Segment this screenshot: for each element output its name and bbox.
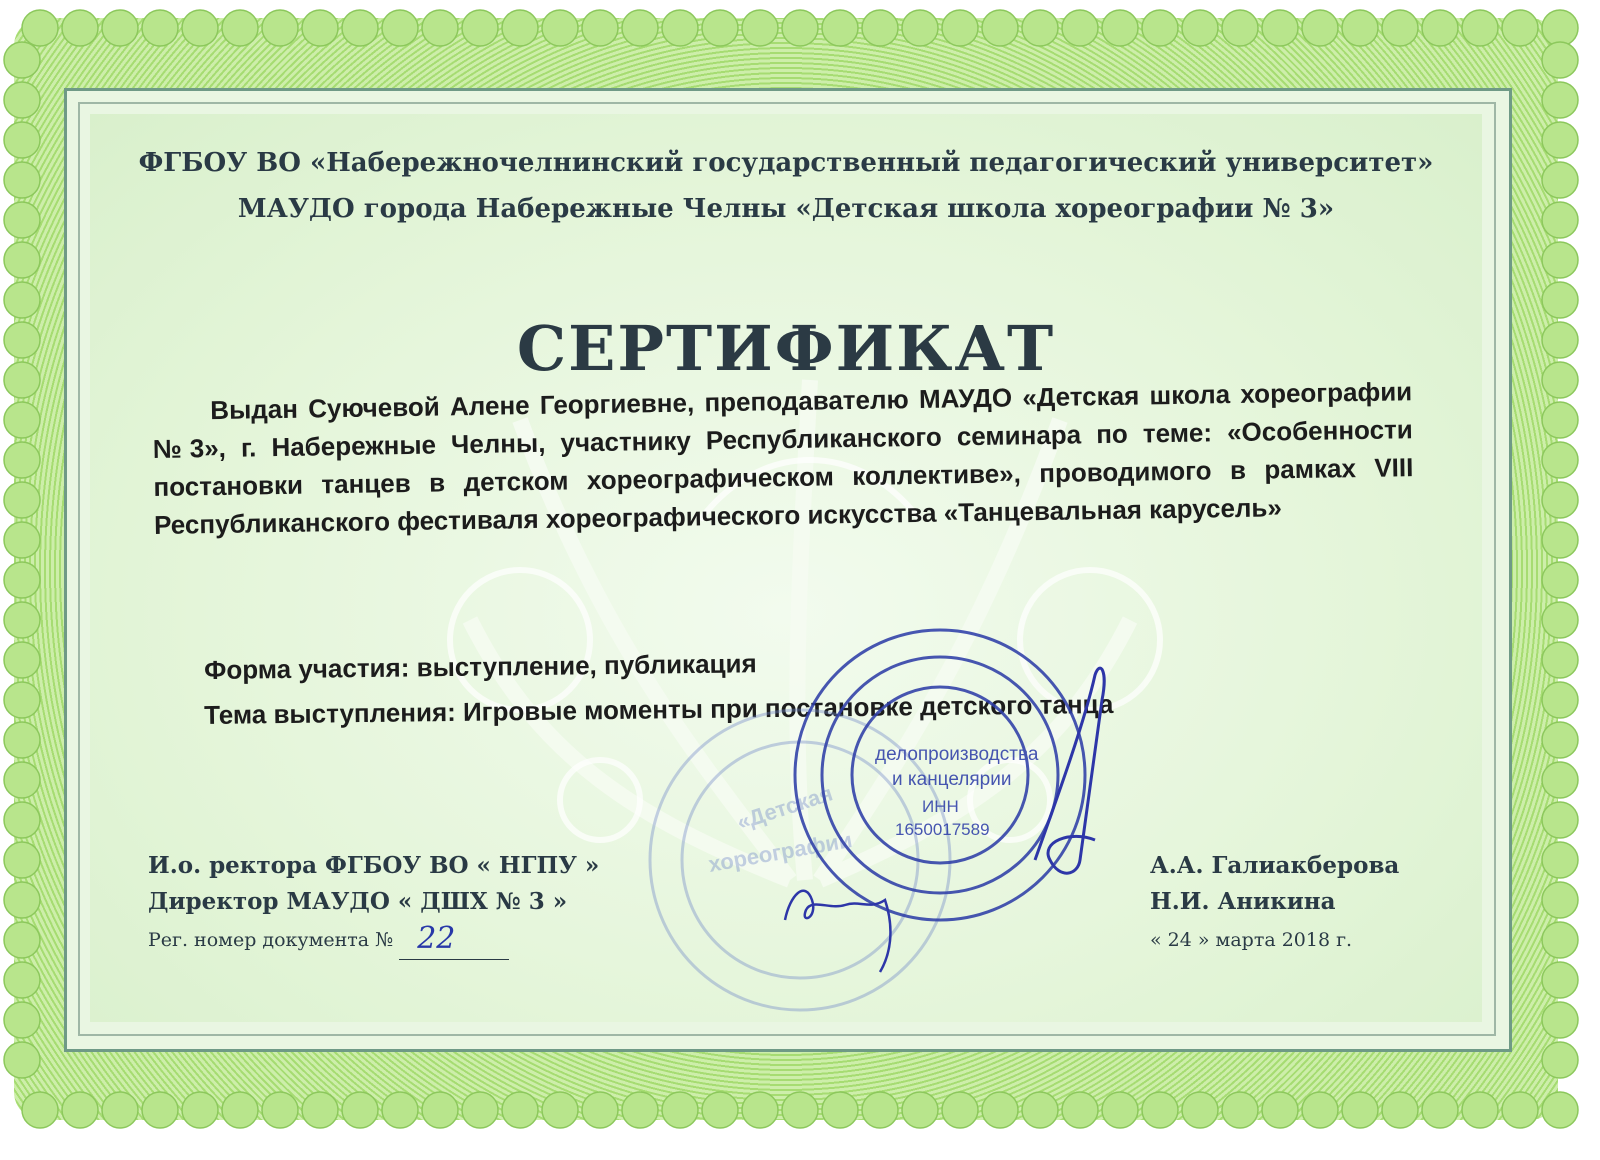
scallop (1462, 1092, 1498, 1128)
scallop (1542, 1092, 1578, 1128)
scallop (4, 842, 40, 878)
scallop (1542, 10, 1578, 46)
scallop (182, 10, 218, 46)
scallop (222, 10, 258, 46)
registration-label: Рег. номер документа № (148, 929, 394, 951)
scallop (942, 10, 978, 46)
scallop (1542, 522, 1578, 558)
stamp-text-chancery: и канцелярии (892, 769, 1012, 790)
scallop (1382, 1092, 1418, 1128)
scallop (342, 1092, 378, 1128)
scallop (262, 10, 298, 46)
scallop (4, 922, 40, 958)
issuer-line-1: ФГБОУ ВО «Набережночелнинский государственный педагогический университет» (138, 148, 1434, 178)
scallop (1542, 922, 1578, 958)
scallop (342, 10, 378, 46)
scallop (822, 10, 858, 46)
scallop (742, 1092, 778, 1128)
scallop (1102, 10, 1138, 46)
scallop (1422, 1092, 1458, 1128)
scallop (1542, 962, 1578, 998)
scallop (582, 1092, 618, 1128)
scallop (782, 1092, 818, 1128)
scallop (1182, 1092, 1218, 1128)
scallop (382, 1092, 418, 1128)
scallop (542, 1092, 578, 1128)
scallop (1502, 10, 1538, 46)
scallop (862, 1092, 898, 1128)
scallop (582, 10, 618, 46)
scallop (142, 1092, 178, 1128)
scallop (1542, 882, 1578, 918)
scallop (4, 202, 40, 238)
scallop (1022, 10, 1058, 46)
scallop (1142, 1092, 1178, 1128)
director-name: Н.И. Аникина (1150, 888, 1336, 915)
scallop (1182, 10, 1218, 46)
certificate-body: Выдан Суючевой Алене Георгиевне, преподавателю МАУДО «Детская школа хореографии №3», г. Набережные Челны, участнику Республиканского семинара по теме: «Особенности постановки танцев в детском хореографическом коллективе», проводимого в рамках VIII Республиканского фестиваля хореографического искусства «Танцевальная карусель» (152, 376, 1414, 540)
scallop (1542, 442, 1578, 478)
scallop (982, 1092, 1018, 1128)
scallop (1542, 322, 1578, 358)
scallop (22, 10, 58, 46)
scallop (822, 1092, 858, 1128)
scallop (4, 322, 40, 358)
scallop (1542, 642, 1578, 678)
scallop (1222, 10, 1258, 46)
scallop (1542, 482, 1578, 518)
scallop (102, 10, 138, 46)
issue-date: « 24 » марта 2018 г. (1150, 929, 1353, 951)
scallop (982, 10, 1018, 46)
stamp-text-choreography: хореографии (706, 827, 855, 877)
scallop (1542, 562, 1578, 598)
stamp-text-office: делопроизводства (875, 744, 1039, 765)
scallop (1262, 1092, 1298, 1128)
certificate-title: СЕРТИФИКАТ (516, 312, 1056, 385)
rector-role: И.о. ректора ФГБОУ ВО « НГПУ » (148, 852, 600, 879)
scallop (382, 10, 418, 46)
scallop (1342, 10, 1378, 46)
scallop (1542, 82, 1578, 118)
scallop (1302, 1092, 1338, 1128)
scallop (782, 10, 818, 46)
issuer-line-2: МАУДО города Набережные Челны «Детская школа хореографии № 3» (237, 194, 1335, 224)
scallop (1462, 10, 1498, 46)
scallop (4, 82, 40, 118)
scallop (4, 522, 40, 558)
scallop (102, 1092, 138, 1128)
issuer-header (90, 140, 1482, 232)
scallop (1542, 242, 1578, 278)
rector-name: А.А. Галиакберова (1150, 852, 1400, 879)
signatory-roles (148, 848, 599, 960)
scallop (262, 1092, 298, 1128)
scallop (4, 602, 40, 638)
scallop (4, 242, 40, 278)
scallop (1542, 402, 1578, 438)
scallop (662, 1092, 698, 1128)
scallop (942, 1092, 978, 1128)
scallop (702, 10, 738, 46)
scallop (4, 122, 40, 158)
scallop (1422, 10, 1458, 46)
scallop (1542, 762, 1578, 798)
stamp-text-inn-label: ИНН (922, 797, 959, 816)
stamp-text-inn: 1650017589 (895, 820, 990, 839)
scallop (302, 1092, 338, 1128)
scallop (902, 10, 938, 46)
scallop (622, 10, 658, 46)
scallop (4, 442, 40, 478)
director-role: Директор МАУДО « ДШХ № 3 » (148, 888, 568, 915)
scallop (542, 10, 578, 46)
scallop (1062, 1092, 1098, 1128)
scallop (422, 10, 458, 46)
scallop (1542, 682, 1578, 718)
scallop (4, 1042, 40, 1078)
scallop (1542, 1002, 1578, 1038)
scallop (1102, 1092, 1138, 1128)
signatory-names (1150, 848, 1399, 960)
scallop (1542, 722, 1578, 758)
scallop (4, 562, 40, 598)
scallop (742, 10, 778, 46)
scallop (1542, 122, 1578, 158)
scallop (142, 10, 178, 46)
participation-form: Форма участия: выступление, публикация (204, 648, 757, 685)
scallop (1062, 10, 1098, 46)
scallop (302, 10, 338, 46)
scallop (1542, 162, 1578, 198)
scallop (1542, 842, 1578, 878)
scallop (1542, 202, 1578, 238)
registration-number: 22 (417, 921, 456, 956)
scallop (4, 282, 40, 318)
scallop (222, 1092, 258, 1128)
scallop (4, 722, 40, 758)
scallop (862, 10, 898, 46)
scallop (1342, 1092, 1378, 1128)
registration-blank (399, 921, 509, 960)
scallop (1222, 1092, 1258, 1128)
scallop (4, 402, 40, 438)
scallop (4, 962, 40, 998)
scallop (502, 10, 538, 46)
registration-line (148, 920, 599, 960)
scallop (4, 682, 40, 718)
scallop (182, 1092, 218, 1128)
scallop (702, 1092, 738, 1128)
scallop (1302, 10, 1338, 46)
scallop (4, 882, 40, 918)
scallop (4, 1002, 40, 1038)
stamp-text-school: «Детская (733, 780, 836, 835)
talk-topic: Тема выступления: Игровые моменты при постановке детского танца (204, 688, 1114, 730)
scallop (4, 482, 40, 518)
scallop (1142, 10, 1178, 46)
scallop (1542, 282, 1578, 318)
scallop (4, 162, 40, 198)
scallop (1542, 802, 1578, 838)
scallop (1542, 1042, 1578, 1078)
scallop (62, 10, 98, 46)
scallop (902, 1092, 938, 1128)
scallop (502, 1092, 538, 1128)
scallop (1542, 362, 1578, 398)
scallop (1262, 10, 1298, 46)
scallop (4, 42, 40, 78)
scallop (1542, 602, 1578, 638)
scallop (1542, 42, 1578, 78)
scallop (662, 10, 698, 46)
scallop (4, 362, 40, 398)
scallop (62, 1092, 98, 1128)
scallop (1502, 1092, 1538, 1128)
scallop (4, 802, 40, 838)
scallop (4, 762, 40, 798)
scallop (422, 1092, 458, 1128)
scallop (462, 1092, 498, 1128)
scallop (1022, 1092, 1058, 1128)
scallop (22, 1092, 58, 1128)
scallop (1382, 10, 1418, 46)
scallop (622, 1092, 658, 1128)
scallop (462, 10, 498, 46)
scallop (4, 642, 40, 678)
